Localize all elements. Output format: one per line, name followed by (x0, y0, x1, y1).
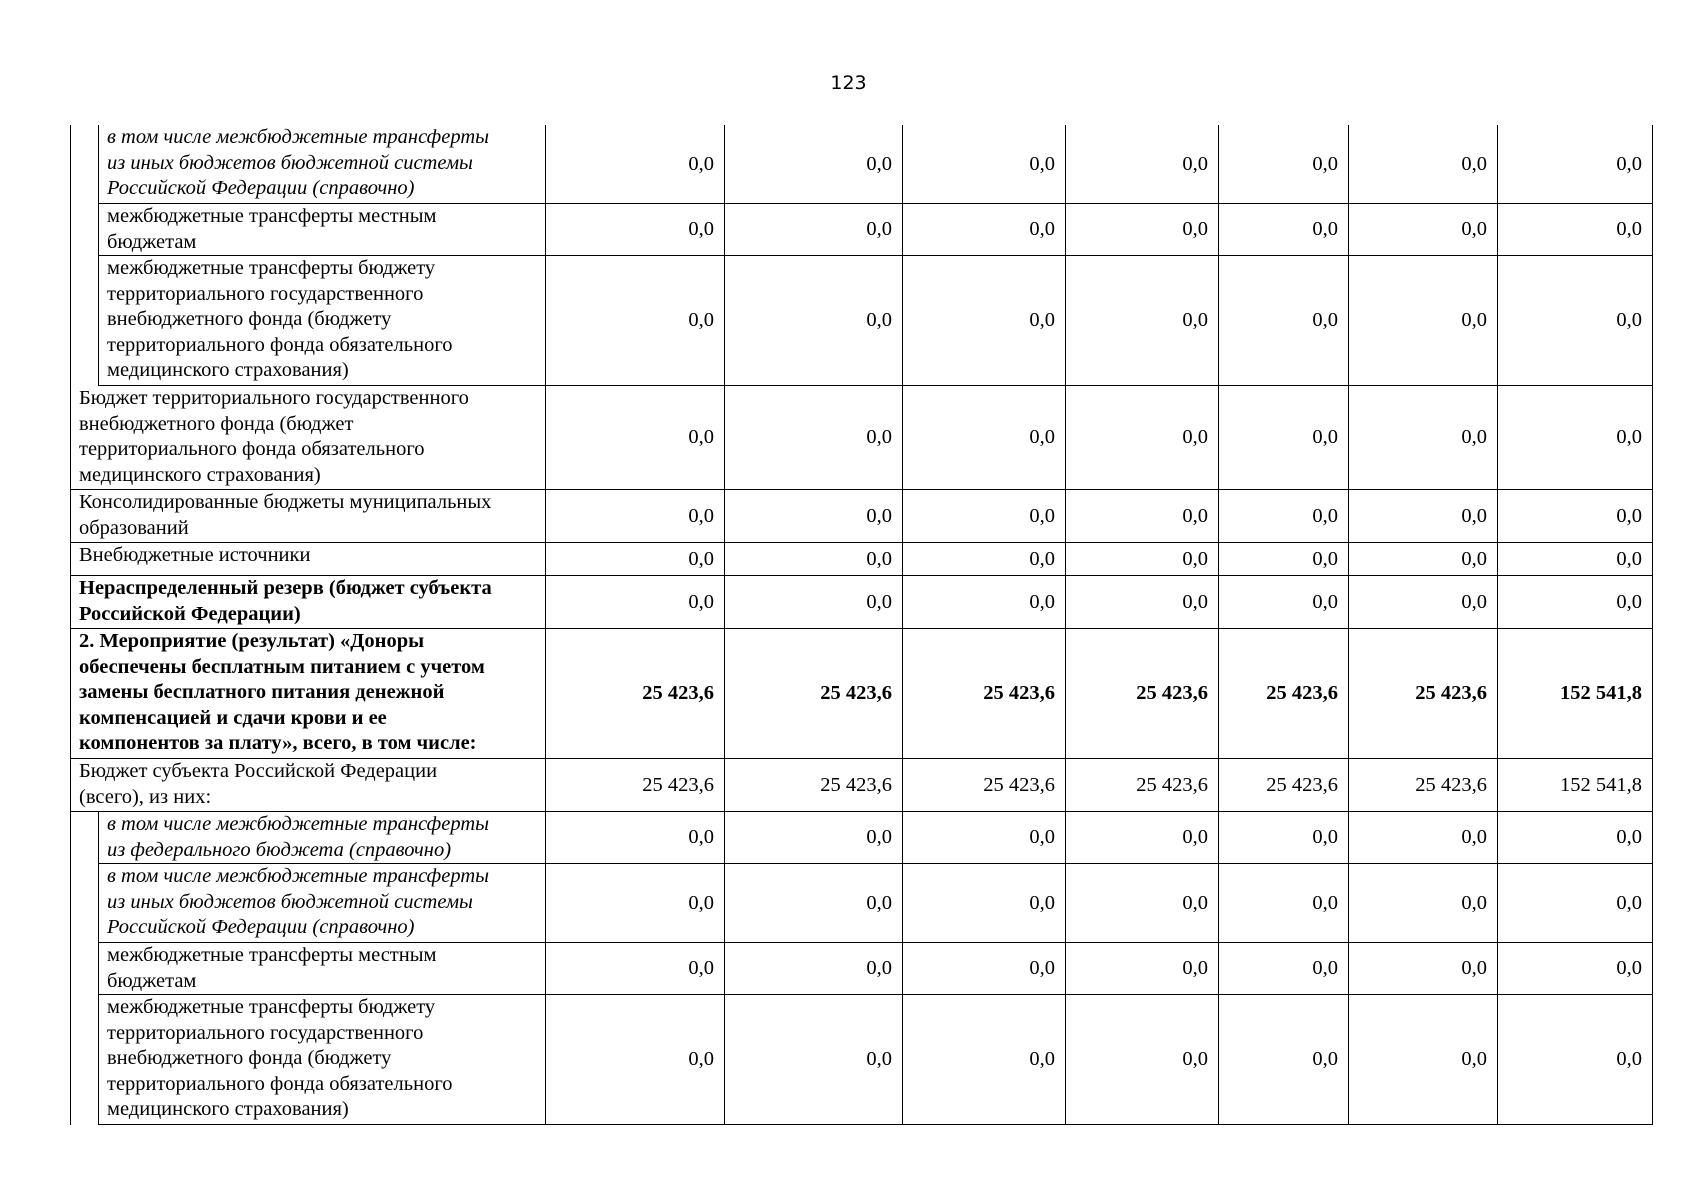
value-cell-1: 0,0 (545, 204, 724, 256)
value-cell-7: 0,0 (1497, 125, 1653, 204)
value-cell-2: 0,0 (724, 864, 902, 943)
value-cell-3: 0,0 (902, 125, 1065, 204)
indent-spacer (70, 204, 98, 256)
value-cell-5: 0,0 (1218, 576, 1348, 629)
value-cell-7: 0,0 (1497, 995, 1653, 1125)
value-cell-7: 0,0 (1497, 812, 1653, 864)
indent-spacer (70, 943, 98, 995)
value-cell-6: 25 423,6 (1348, 629, 1497, 759)
value-cell-4: 0,0 (1065, 995, 1218, 1125)
row-label: межбюджетные трансферты местным бюджетам (98, 943, 545, 995)
value-cell-6: 0,0 (1348, 812, 1497, 864)
table-row (70, 943, 1653, 995)
value-cell-1: 0,0 (545, 864, 724, 943)
row-label: Бюджет субъекта Российской Федерации (всего), из них: (70, 759, 545, 812)
value-cell-7: 0,0 (1497, 386, 1653, 490)
row-label: в том числе межбюджетные трансферты из иных бюджетов бюджетной системы Российской Федерации (справочно) (98, 125, 545, 204)
indent-spacer (70, 995, 98, 1125)
value-cell-7: 0,0 (1497, 490, 1653, 543)
value-cell-6: 0,0 (1348, 864, 1497, 943)
value-cell-2: 0,0 (724, 995, 902, 1125)
value-cell-6: 0,0 (1348, 386, 1497, 490)
table-row (70, 864, 1653, 943)
value-cell-7: 152 541,8 (1497, 759, 1653, 812)
value-cell-4: 0,0 (1065, 204, 1218, 256)
value-cell-2: 0,0 (724, 490, 902, 543)
row-label: Нераспределенный резерв (бюджет субъекта Российской Федерации) (70, 576, 545, 629)
value-cell-2: 0,0 (724, 204, 902, 256)
value-cell-5: 0,0 (1218, 543, 1348, 576)
value-cell-7: 0,0 (1497, 204, 1653, 256)
table-row (70, 995, 1653, 1125)
value-cell-4: 0,0 (1065, 386, 1218, 490)
value-cell-6: 0,0 (1348, 256, 1497, 386)
value-cell-1: 0,0 (545, 995, 724, 1125)
table-row (70, 543, 1653, 576)
table-row (70, 759, 1653, 812)
value-cell-7: 0,0 (1497, 543, 1653, 576)
table-row (70, 490, 1653, 543)
value-cell-5: 0,0 (1218, 943, 1348, 995)
value-cell-3: 0,0 (902, 864, 1065, 943)
value-cell-6: 0,0 (1348, 543, 1497, 576)
value-cell-2: 0,0 (724, 576, 902, 629)
value-cell-7: 152 541,8 (1497, 629, 1653, 759)
value-cell-1: 25 423,6 (545, 629, 724, 759)
value-cell-5: 0,0 (1218, 995, 1348, 1125)
indent-spacer (70, 125, 98, 204)
value-cell-3: 0,0 (902, 943, 1065, 995)
value-cell-7: 0,0 (1497, 256, 1653, 386)
value-cell-7: 0,0 (1497, 943, 1653, 995)
value-cell-4: 25 423,6 (1065, 759, 1218, 812)
row-label: 2. Мероприятие (результат) «Доноры обеспечены бесплатным питанием с учетом замены бесплатного питания денежной компенсацией и сдачи крови и ее компонентов за плату», всего, в том числе: (70, 629, 545, 759)
value-cell-4: 0,0 (1065, 576, 1218, 629)
value-cell-3: 25 423,6 (902, 759, 1065, 812)
value-cell-4: 0,0 (1065, 125, 1218, 204)
value-cell-5: 0,0 (1218, 812, 1348, 864)
value-cell-4: 0,0 (1065, 490, 1218, 543)
row-label: Бюджет территориального государственного внебюджетного фонда (бюджет территориального фонда обязательного медицинского страхования) (70, 386, 545, 490)
value-cell-3: 0,0 (902, 543, 1065, 576)
value-cell-1: 0,0 (545, 576, 724, 629)
table-row (70, 812, 1653, 864)
value-cell-4: 0,0 (1065, 812, 1218, 864)
value-cell-1: 0,0 (545, 543, 724, 576)
value-cell-1: 0,0 (545, 125, 724, 204)
page-number: 123 (830, 72, 867, 94)
value-cell-3: 25 423,6 (902, 629, 1065, 759)
value-cell-3: 0,0 (902, 576, 1065, 629)
value-cell-2: 0,0 (724, 543, 902, 576)
budget-table (70, 125, 1653, 1120)
value-cell-2: 25 423,6 (724, 629, 902, 759)
value-cell-2: 25 423,6 (724, 759, 902, 812)
row-label: межбюджетные трансферты бюджету территориального государственного внебюджетного фонда (бюджету территориального фонда обязательного медицинского страхования) (98, 995, 545, 1125)
table-row (70, 256, 1653, 386)
row-label: межбюджетные трансферты бюджету территориального государственного внебюджетного фонда (бюджету территориального фонда обязательного медицинского страхования) (98, 256, 545, 386)
row-label: Внебюджетные источники (70, 543, 545, 576)
row-label: межбюджетные трансферты местным бюджетам (98, 204, 545, 256)
value-cell-4: 25 423,6 (1065, 629, 1218, 759)
value-cell-4: 0,0 (1065, 943, 1218, 995)
value-cell-1: 0,0 (545, 386, 724, 490)
value-cell-5: 0,0 (1218, 125, 1348, 204)
value-cell-5: 25 423,6 (1218, 629, 1348, 759)
value-cell-6: 0,0 (1348, 490, 1497, 543)
table-row (70, 386, 1653, 490)
value-cell-5: 0,0 (1218, 864, 1348, 943)
value-cell-5: 0,0 (1218, 204, 1348, 256)
row-label: в том числе межбюджетные трансферты из иных бюджетов бюджетной системы Российской Федерации (справочно) (98, 864, 545, 943)
table-row (70, 125, 1653, 204)
value-cell-5: 0,0 (1218, 386, 1348, 490)
value-cell-3: 0,0 (902, 812, 1065, 864)
value-cell-1: 0,0 (545, 943, 724, 995)
value-cell-5: 25 423,6 (1218, 759, 1348, 812)
value-cell-6: 0,0 (1348, 204, 1497, 256)
table-row (70, 204, 1653, 256)
value-cell-3: 0,0 (902, 490, 1065, 543)
value-cell-1: 0,0 (545, 256, 724, 386)
row-label: Консолидированные бюджеты муниципальных образований (70, 490, 545, 543)
table-row (70, 629, 1653, 759)
value-cell-3: 0,0 (902, 995, 1065, 1125)
value-cell-4: 0,0 (1065, 864, 1218, 943)
value-cell-7: 0,0 (1497, 864, 1653, 943)
value-cell-4: 0,0 (1065, 256, 1218, 386)
value-cell-3: 0,0 (902, 204, 1065, 256)
value-cell-2: 0,0 (724, 386, 902, 490)
value-cell-6: 0,0 (1348, 125, 1497, 204)
value-cell-6: 25 423,6 (1348, 759, 1497, 812)
value-cell-4: 0,0 (1065, 543, 1218, 576)
indent-spacer (70, 256, 98, 386)
value-cell-3: 0,0 (902, 386, 1065, 490)
value-cell-1: 25 423,6 (545, 759, 724, 812)
value-cell-7: 0,0 (1497, 576, 1653, 629)
value-cell-2: 0,0 (724, 256, 902, 386)
table-row (70, 576, 1653, 629)
indent-spacer (70, 864, 98, 943)
value-cell-2: 0,0 (724, 125, 902, 204)
value-cell-6: 0,0 (1348, 576, 1497, 629)
value-cell-1: 0,0 (545, 812, 724, 864)
indent-spacer (70, 812, 98, 864)
value-cell-6: 0,0 (1348, 943, 1497, 995)
value-cell-6: 0,0 (1348, 995, 1497, 1125)
value-cell-2: 0,0 (724, 812, 902, 864)
value-cell-1: 0,0 (545, 490, 724, 543)
value-cell-3: 0,0 (902, 256, 1065, 386)
row-label: в том числе межбюджетные трансферты из федерального бюджета (справочно) (98, 812, 545, 864)
value-cell-5: 0,0 (1218, 490, 1348, 543)
value-cell-2: 0,0 (724, 943, 902, 995)
value-cell-5: 0,0 (1218, 256, 1348, 386)
